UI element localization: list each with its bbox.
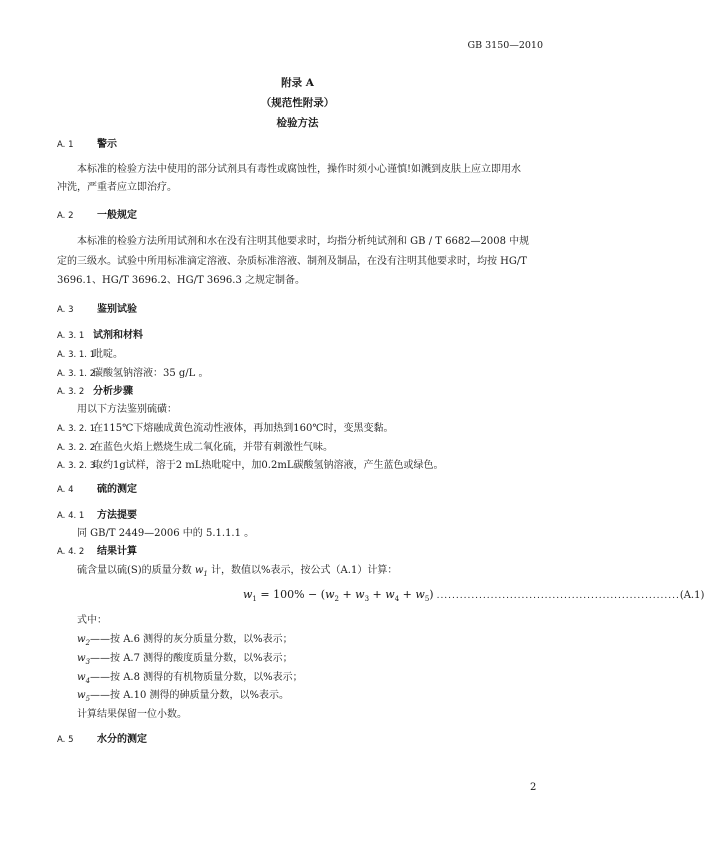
section-number: A. 3. 2	[57, 387, 85, 397]
formula-sub: 2	[334, 595, 339, 604]
formula-var: w	[243, 588, 253, 601]
paragraph-line: 3696.1、HG/T 3696.2、HG/T 3696.3 之规定制备。	[57, 275, 306, 286]
appendix-nature: （规范性附录）	[260, 97, 335, 109]
section-number: A. 4	[57, 485, 74, 495]
formula-op: = 100% − (	[256, 588, 326, 601]
paragraph-line: 冲洗，严重者应立即治疗。	[57, 182, 177, 193]
section-number: A. 3	[57, 305, 74, 315]
clause-a322	[57, 443, 333, 453]
formula-var: w	[325, 588, 335, 601]
paragraph-line: 用以下方法鉴别硫磺：	[77, 404, 177, 415]
formula-sub: 5	[424, 595, 430, 604]
page-number: 2	[530, 782, 537, 793]
section-number: A. 4. 2	[57, 547, 85, 557]
clause-text: 碳酸氢钠溶液：35 g/L 。	[93, 368, 209, 379]
formula-sub: 4	[394, 595, 400, 604]
subsection-a42-heading	[57, 547, 137, 557]
definition-text: ——按 A.6 测得的灰分质量分数，以%表示；	[90, 634, 293, 645]
section-a3-heading	[57, 305, 137, 315]
appendix-label: 附录 A	[281, 77, 314, 89]
variable-subscript: 5	[85, 695, 91, 703]
definition-w3	[77, 654, 293, 666]
section-number: A. 2	[57, 211, 74, 221]
clause-number: A. 3. 2. 2	[57, 443, 96, 453]
definition-w5	[77, 691, 289, 703]
section-a4-heading	[57, 485, 137, 495]
clause-a323	[57, 461, 443, 471]
section-title: 一般规定	[97, 210, 137, 221]
clause-number: A. 3. 1. 1	[57, 350, 96, 360]
definition-w4	[77, 673, 303, 685]
where-label: 式中：	[77, 615, 107, 626]
paragraph-line: 本标准的检验方法所用试剂和水在没有注明其他要求时，均指分析纯试剂和 GB / T 6682—2008 中规	[77, 236, 530, 247]
formula-sub: 3	[364, 595, 370, 604]
subsection-a31-heading	[57, 331, 143, 341]
section-title: 分析步骤	[93, 386, 133, 397]
formula-number: (A.1)	[679, 590, 704, 601]
variable	[77, 634, 90, 645]
clause-a312	[57, 369, 209, 379]
variable-symbol: w	[77, 634, 86, 645]
appendix-title: 检验方法	[276, 117, 319, 129]
section-number: A. 4. 1	[57, 511, 85, 521]
section-title: 警示	[97, 139, 117, 150]
section-a1-heading	[57, 140, 117, 150]
section-number: A. 1	[57, 140, 74, 150]
definition-w2	[77, 635, 293, 647]
formula-var: w	[355, 588, 365, 601]
variable-subscript: 3	[85, 658, 91, 666]
definition-text: ——按 A.10 测得的砷质量分数，以%表示。	[90, 690, 290, 701]
formula-var: w	[415, 588, 425, 601]
section-title: 方法提要	[97, 510, 137, 521]
formula-expression	[243, 588, 434, 603]
standard-code: GB 3150—2010	[467, 40, 543, 51]
formula-a1	[243, 588, 704, 604]
paragraph-line	[77, 566, 397, 578]
formula-op: +	[338, 588, 356, 601]
subsection-a41-heading	[57, 511, 137, 521]
variable-w1	[195, 565, 208, 576]
paragraph-line: 本标准的检验方法中使用的部分试剂具有毒性或腐蚀性，操作时须小心谨慎!如溅到皮肤上应立即用水	[77, 164, 522, 175]
variable-symbol: w	[77, 690, 86, 701]
text-run: 硫含量以硫(S)的质量分数	[77, 565, 195, 576]
text-run: 计，数值以%表示，按公式（A.1）计算：	[207, 565, 398, 576]
clause-text: 在蓝色火焰上燃烧生成二氧化硫，并带有刺激性气味。	[93, 442, 333, 453]
section-title: 结果计算	[97, 546, 137, 557]
variable-subscript: 1	[203, 570, 208, 578]
variable-symbol: w	[194, 565, 204, 576]
formula-leader-dots: ...............................................................	[436, 591, 680, 601]
variable	[77, 690, 90, 701]
rounding-note: 计算结果保留一位小数。	[77, 709, 187, 720]
paragraph-line: 定的三级水。试验中所用标准滴定溶液、杂质标准溶液、制剂及制品，在没有注明其他要求时，均按 HG/T	[57, 256, 527, 267]
section-title: 试剂和材料	[93, 330, 143, 341]
formula-op: +	[399, 588, 416, 601]
variable-subscript: 4	[85, 677, 91, 685]
section-a5-heading	[57, 735, 147, 745]
definition-text: ——按 A.8 测得的有机物质量分数，以%表示；	[90, 672, 303, 683]
definition-text: ——按 A.7 测得的酸度质量分数，以%表示；	[90, 653, 293, 664]
subsection-a32-heading	[57, 387, 133, 397]
section-title: 水分的测定	[97, 734, 147, 745]
variable	[77, 672, 90, 683]
clause-text: 取约1g试样，溶于2 mL热吡啶中，加0.2mL碳酸氢钠溶液，产生蓝色或绿色。	[93, 460, 444, 471]
formula-op: +	[369, 588, 386, 601]
clause-number: A. 3. 1. 2	[57, 369, 96, 379]
variable-subscript: 2	[85, 639, 91, 647]
formula-var: w	[385, 588, 395, 601]
clause-a321	[57, 424, 394, 434]
variable-symbol: w	[77, 672, 86, 683]
clause-text: 在115℃下熔融成黄色流动性液体，再加热到160℃时，变黑变黏。	[93, 423, 394, 434]
variable	[77, 653, 90, 664]
clause-a311	[57, 350, 123, 360]
paragraph-line: 同 GB/T 2449—2006 中的 5.1.1.1 。	[77, 528, 255, 539]
formula-sub: 1	[252, 595, 257, 604]
clause-number: A. 3. 2. 3	[57, 461, 96, 471]
variable-symbol: w	[77, 653, 86, 664]
section-a2-heading	[57, 211, 137, 221]
section-number: A. 3. 1	[57, 331, 85, 341]
clause-text: 吡啶。	[93, 349, 123, 360]
formula-op: )	[429, 588, 434, 601]
clause-number: A. 3. 2. 1	[57, 424, 96, 434]
section-number: A. 5	[57, 735, 74, 745]
section-title: 硫的测定	[97, 484, 137, 495]
section-title: 鉴别试验	[97, 304, 137, 315]
